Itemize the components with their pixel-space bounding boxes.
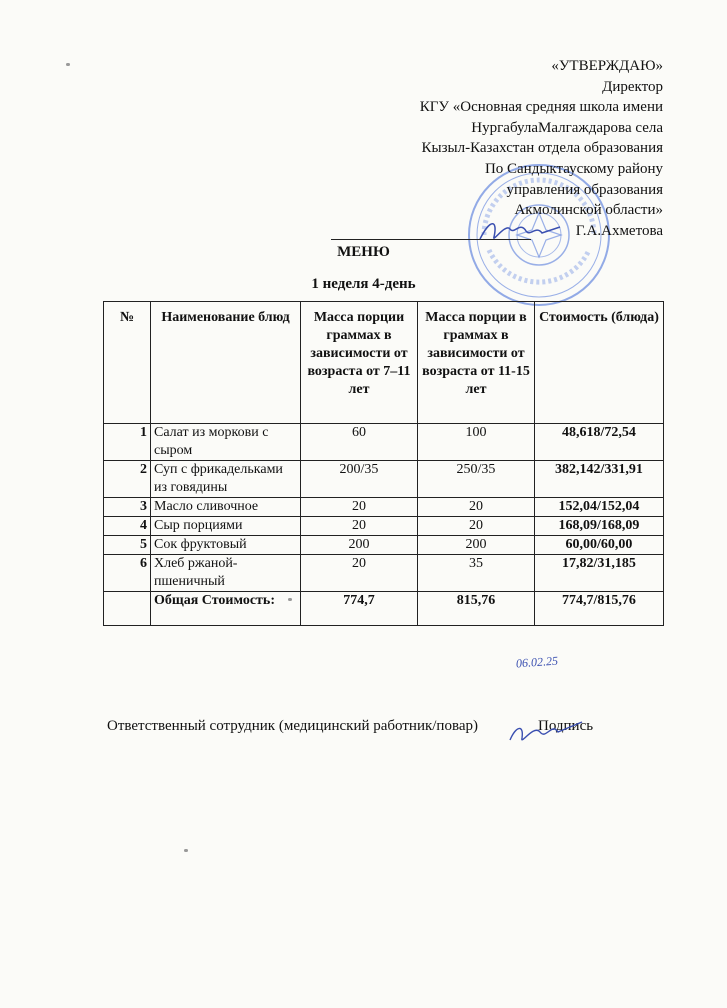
row-number: 4 xyxy=(104,517,151,536)
approval-position: Директор xyxy=(602,78,663,95)
total-mass-11-15: 815,76 xyxy=(418,592,535,626)
approval-org-line: НургабулаМалгаждарова села xyxy=(471,119,663,136)
document-title: МЕНЮ xyxy=(337,244,390,260)
mass-7-11: 20 xyxy=(301,517,418,536)
mass-7-11: 20 xyxy=(301,555,418,592)
table-row xyxy=(104,517,664,536)
table-row xyxy=(104,498,664,517)
signature-label: Подпись xyxy=(538,718,594,734)
total-mass-7-11: 774,7 xyxy=(301,592,418,626)
dish-name: Сок фруктовый xyxy=(151,536,301,555)
document-subtitle: 1 неделя 4-день xyxy=(311,276,416,292)
handwritten-date: 06.02.25 xyxy=(515,653,559,671)
table-row xyxy=(104,461,664,498)
header-mass-11-15: Масса порции в граммах в зависимости от возраста от 11-15 лет xyxy=(418,302,535,424)
dish-cost: 48,618/72,54 xyxy=(535,424,664,461)
table-header-row xyxy=(104,302,664,424)
header-mass-7-11: Масса порции граммах в зависимости от возраста от 7–11 лет xyxy=(301,302,418,424)
table-row xyxy=(104,536,664,555)
row-number: 5 xyxy=(104,536,151,555)
mass-7-11: 200 xyxy=(301,536,418,555)
total-label: Общая Стоимость: xyxy=(151,592,301,626)
header-number: № xyxy=(104,302,151,424)
dish-name: Суп с фрикадельками из говядины xyxy=(151,461,301,498)
approval-org-line: КГУ «Основная средняя школа имени xyxy=(419,99,663,116)
dish-cost: 382,142/331,91 xyxy=(535,461,664,498)
scan-speck xyxy=(184,849,188,852)
total-row xyxy=(104,592,664,626)
scan-speck xyxy=(66,63,70,66)
header-cost: Стоимость (блюда) xyxy=(535,302,664,424)
dish-name: Сыр порциями xyxy=(151,517,301,536)
mass-11-15: 250/35 xyxy=(418,461,535,498)
approval-org-line: управления образования xyxy=(506,181,663,198)
mass-7-11: 20 xyxy=(301,498,418,517)
mass-11-15: 35 xyxy=(418,555,535,592)
total-cost: 774,7/815,76 xyxy=(535,592,664,626)
dish-cost: 17,82/31,185 xyxy=(535,555,664,592)
responsible-staff-label: Ответственный сотрудник (медицинский работник/повар) xyxy=(107,718,478,734)
total-empty-cell xyxy=(104,592,151,626)
dish-cost: 60,00/60,00 xyxy=(535,536,664,555)
scan-speck xyxy=(288,598,292,601)
header-dish-name: Наименование блюд xyxy=(151,302,301,424)
mass-11-15: 20 xyxy=(418,498,535,517)
signer-name: Г.А.Ахметова xyxy=(575,222,663,239)
dish-cost: 168,09/168,09 xyxy=(535,517,664,536)
table-row xyxy=(104,555,664,592)
approval-org-line: Кызыл-Казахстан отдела образования xyxy=(421,140,663,157)
dish-name: Салат из моркови с сыром xyxy=(151,424,301,461)
row-number: 1 xyxy=(104,424,151,461)
mass-7-11: 60 xyxy=(301,424,418,461)
mass-7-11: 200/35 xyxy=(301,461,418,498)
dish-cost: 152,04/152,04 xyxy=(535,498,664,517)
row-number: 2 xyxy=(104,461,151,498)
staff-signature xyxy=(506,718,586,748)
row-number: 3 xyxy=(104,498,151,517)
mass-11-15: 100 xyxy=(418,424,535,461)
row-number: 6 xyxy=(104,555,151,592)
approval-heading: «УТВЕРЖДАЮ» xyxy=(551,58,663,74)
menu-table xyxy=(103,301,664,626)
approval-org-line: По Сандыктаускому району xyxy=(484,160,663,177)
table-row xyxy=(104,424,664,461)
approval-org-line: Акмолинской области» xyxy=(514,202,663,219)
dish-name: Хлеб ржаной-пшеничный xyxy=(151,555,301,592)
mass-11-15: 20 xyxy=(418,517,535,536)
mass-11-15: 200 xyxy=(418,536,535,555)
dish-name: Масло сливочное xyxy=(151,498,301,517)
